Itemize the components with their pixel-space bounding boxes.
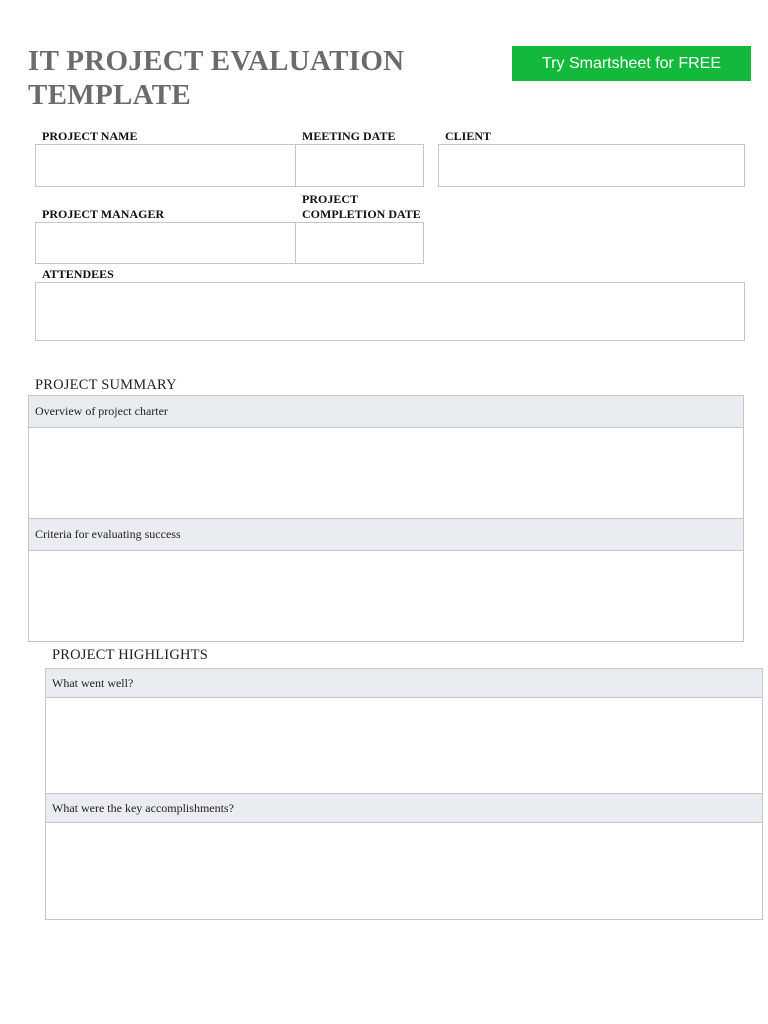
project-summary-table — [28, 395, 744, 642]
highlights-row-input[interactable] — [45, 822, 763, 920]
project-highlights-table — [45, 668, 763, 920]
completion-date-label-line2: COMPLETION DATE — [302, 207, 421, 221]
attendees-label: ATTENDEES — [42, 267, 114, 281]
page-title — [28, 44, 468, 112]
try-smartsheet-button[interactable]: Try Smartsheet for FREE — [512, 46, 751, 81]
meeting-date-label: MEETING DATE — [302, 129, 396, 143]
meeting-date-field[interactable] — [295, 144, 424, 187]
highlights-row-header: What were the key accomplishments? — [45, 793, 763, 823]
summary-row-input[interactable] — [28, 550, 744, 642]
client-field[interactable] — [438, 144, 745, 187]
project-name-field[interactable] — [35, 144, 296, 187]
client-label: CLIENT — [445, 129, 492, 143]
project-manager-field[interactable] — [35, 222, 296, 264]
attendees-field[interactable] — [35, 282, 745, 341]
completion-date-label — [302, 192, 421, 222]
summary-row-input[interactable] — [28, 427, 744, 519]
project-manager-label: PROJECT MANAGER — [42, 207, 165, 221]
summary-row-header: Overview of project charter — [28, 395, 744, 428]
completion-date-field[interactable] — [295, 222, 424, 264]
project-name-label: PROJECT NAME — [42, 129, 138, 143]
page-title-line1: IT PROJECT EVALUATION — [28, 45, 405, 77]
page-title-line2: TEMPLATE — [28, 79, 191, 111]
summary-row-header: Criteria for evaluating success — [28, 518, 744, 551]
completion-date-label-line1: PROJECT — [302, 192, 359, 206]
highlights-row-input[interactable] — [45, 697, 763, 794]
highlights-row-header: What went well? — [45, 668, 763, 698]
project-summary-title: PROJECT SUMMARY — [35, 377, 177, 393]
project-highlights-title: PROJECT HIGHLIGHTS — [52, 647, 208, 663]
